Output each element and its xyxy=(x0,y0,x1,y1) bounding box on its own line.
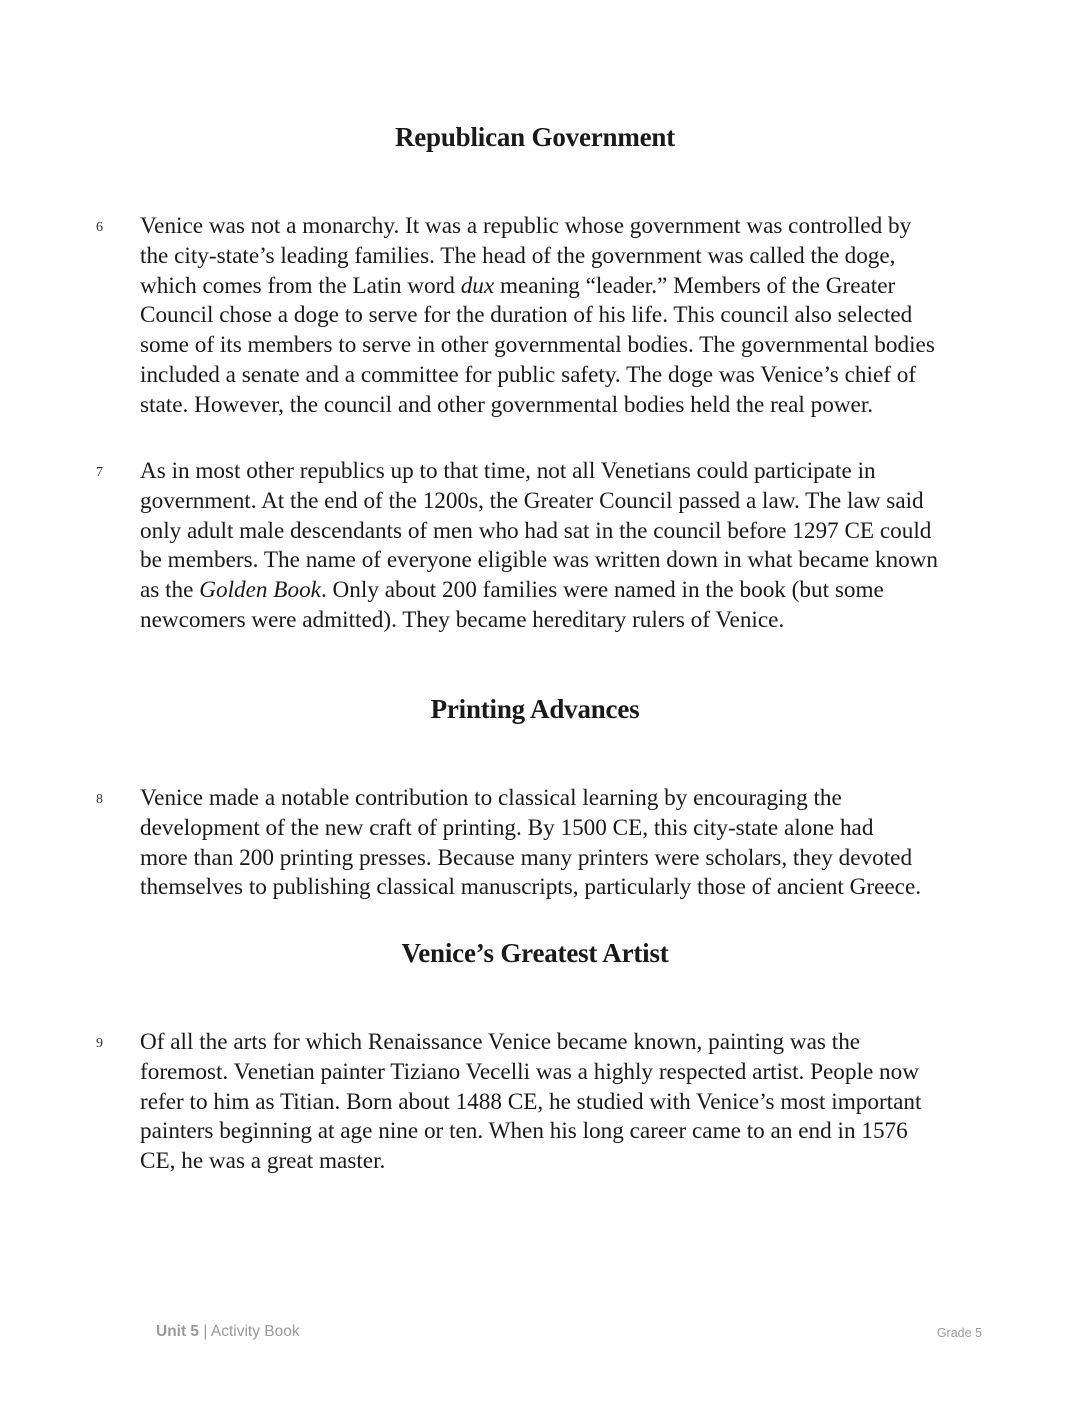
paragraph-text: Of all the arts for which Renaissance Venice became known, painting was the foremost. Venetian painter Tiziano Vecelli was a highly respected artist. People now refer to him as Titian. Born about 1488 CE, he studied with Venice’s most important painters beginning at age nine or ten. When his long career came to an end in 1576 CE, he was a great master. xyxy=(140,1029,922,1175)
section-heading-venices-greatest-artist: Venice’s Greatest Artist xyxy=(401,938,669,968)
section-heading-printing-advances: Printing Advances xyxy=(430,694,640,724)
italic-term: Golden Book xyxy=(199,577,321,604)
paragraph-number: 9 xyxy=(96,1036,103,1051)
footer-grade: Grade 5 xyxy=(936,1326,982,1340)
footer-unit-label xyxy=(156,1323,300,1341)
italic-term: dux xyxy=(460,272,495,299)
paragraph-number: 7 xyxy=(96,465,103,480)
footer-book: Activity Book xyxy=(210,1323,300,1340)
paragraph-number: 8 xyxy=(96,792,103,807)
paragraph-number: 6 xyxy=(96,220,103,235)
paragraph-text: Venice was not a monarchy. It was a republic whose government was controlled by the city-state’s leading families. The head of the government was called the doge, which comes from the Latin word dux meaning “leader.” Members of the Greater Council chose a doge to serve for the duration of his life. This council also selected some of its members to serve in other governmental bodies. The governmental bodies included a senate and a committee for public safety. The doge was Venice’s chief of state. However, the council and other governmental bodies held the real power. xyxy=(140,213,935,418)
section-heading-republican-government: Republican Government xyxy=(394,122,676,152)
paragraph-text: As in most other republics up to that time, not all Venetians could participate in government. At the end of the 1200s, the Greater Council passed a law. The law said only adult male descendants of men who had sat in the council before 1297 CE could be members. The name of everyone eligible was written down in what became known as the Golden Book. Only about 200 families were named in the book (but some newcomers were admitted). They became hereditary rulers of Venice. xyxy=(140,458,938,633)
footer-separator: | xyxy=(203,1323,208,1340)
footer-unit: Unit 5 xyxy=(156,1323,200,1340)
paragraph-text: Venice made a notable contribution to classical learning by encouraging the development of the new craft of printing. By 1500 CE, this city-state alone had more than 200 printing presses. Because many printers were scholars, they devoted themselves to publishing classical manuscripts, particularly those of ancient Greece. xyxy=(140,785,922,901)
